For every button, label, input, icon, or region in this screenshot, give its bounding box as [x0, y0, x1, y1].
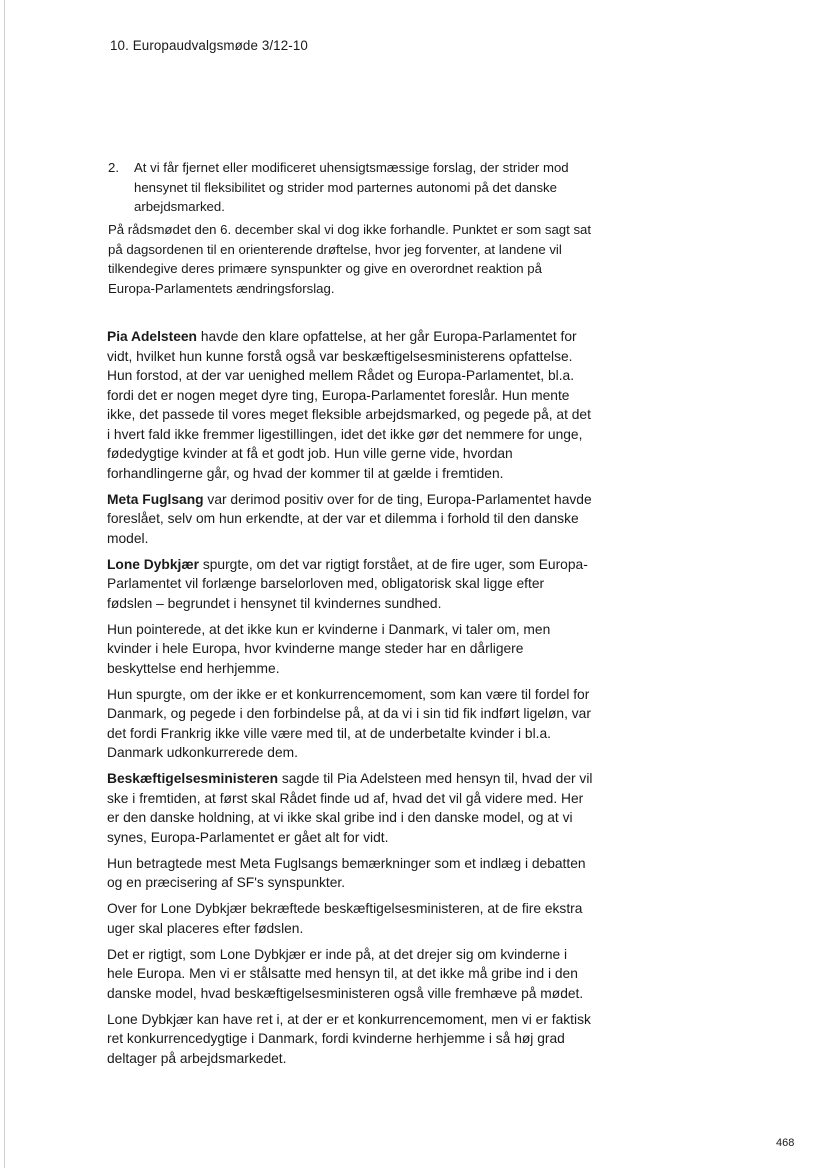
speaker-name: Beskæftigelsesministeren	[107, 771, 278, 786]
speaker-name: Pia Adelsteen	[107, 329, 197, 344]
item-text: At vi får fjernet eller modificeret uhensigtsmæssige forslag, der strider mod hensynet til fleksibilitet og strider mod parternes autonomi på det danske arbejdsmarked.	[134, 160, 569, 214]
paragraph-text: Hun spurgte, om der ikke er et konkurrencemoment, som kan være til fordel for Danmark, og pegede i den forbindelse på, at da vi i sin tid fik indført ligeløn, var det fordi Frankrig ikke ville være med til, at de underbetalte kvinder i bl.a. Danmark udkonkurrerede dem.	[107, 686, 591, 760]
paragraph	[107, 1010, 593, 1069]
item-number: 2.	[108, 160, 119, 175]
paragraph	[107, 899, 593, 938]
paragraph-text: var derimod positiv over for de ting, Europa-Parlamentet havde foreslået, selv om hun erkendte, at der var et dilemma i forhold til den danske model.	[107, 491, 592, 546]
paragraph-text: spurgte, om det var rigtigt forstået, at de fire uger, som Europa-Parlamentet vil forlænge barselorloven med, obligatorisk skal ligge efter fødslen – begrundet i hensynet til kvindernes sundhed.	[107, 556, 588, 611]
intro-paragraph: På rådsmødet den 6. december skal vi dog ikke forhandle. Punktet er som sagt sat på dagsordenen til en orienterende drøftelse, hvor jeg forventer, at landene vil tilkendegive deres primære synspunkter og give en overordnet reaktion på Europa-Parlamentets ændringsforslag.	[108, 222, 592, 296]
paragraph	[107, 555, 593, 614]
numbered-item-2	[108, 158, 598, 217]
paragraph-text: Hun betragtede mest Meta Fuglsangs bemærkninger som et indlæg i debatten og en præcisering af SF's synspunkter.	[107, 855, 586, 890]
paragraph	[107, 854, 593, 893]
paragraph-text: Hun pointerede, at det ikke kun er kvinderne i Danmark, vi taler om, men kvinder i hele Europa, hvor kvinderne mange steder har en dårligere beskyttelse end herhjemme.	[107, 621, 551, 676]
paragraph	[107, 490, 593, 549]
scan-edge-line	[4, 0, 5, 1168]
paragraph	[107, 620, 593, 679]
paragraph	[107, 769, 593, 847]
paragraph	[107, 945, 593, 1004]
paragraph-text: Over for Lone Dybkjær bekræftede beskæftigelsesministeren, at de fire ekstra uger skal placeres efter fødslen.	[107, 901, 583, 936]
page-number: 468	[776, 1137, 795, 1149]
paragraph-text: sagde til Pia Adelsteen med hensyn til, hvad der vil ske i fremtiden, at først skal Rådet finde ud af, hvad det vil gå videre med. Her er den danske holdning, at vi ikke skal gribe ind i den danske model, og at vi synes, Europa-Parlamentet er gået alt for vidt.	[107, 771, 593, 845]
paragraph-text: Lone Dybkjær kan have ret i, at der er et konkurrencemoment, men vi er faktisk ret konkurrencedygtige i Danmark, fordi kvinderne herhjemme i så høj grad deltager på arbejdsmarkedet.	[107, 1011, 591, 1066]
paragraph	[107, 685, 593, 763]
paragraph	[107, 327, 593, 483]
paragraph-text: havde den klare opfattelse, at her går Europa-Parlamentet for vidt, hvilket hun kunne forstå også var beskæftigelsesministerens opfattelse. Hun forstod, at der var uenighed mellem Rådet og Europa-Parlamentet, bl.a. fordi det er nogen meget dyre ting, Europa-Parlamentet foreslår. Hun mente ikke, det passede til vores meget fleksible arbejdsmarked, og pegede på, at det i hvert fald ikke fremmer ligestillingen, idet det ikke gør det nemmere for unge, fødedygtige kvinder at få et godt job. Hun ville gerne vide, hvordan forhandlingerne går, og hvad der kommer til at gælde i fremtiden.	[107, 329, 591, 481]
speaker-name: Lone Dybkjær	[107, 556, 199, 572]
minutes-body	[107, 327, 593, 1075]
paragraph-text: Det er rigtigt, som Lone Dybkjær er inde på, at det drejer sig om kvinderne i hele Europa. Men vi er stålsatte med hensyn til, at det ikke må gribe ind i den danske model, hvad beskæftigelsesministeren også ville fremhæve på mødet.	[107, 946, 584, 1001]
speaker-name: Meta Fuglsang	[107, 491, 204, 507]
page-header: 10. Europaudvalgsmøde 3/12-10	[110, 38, 308, 53]
